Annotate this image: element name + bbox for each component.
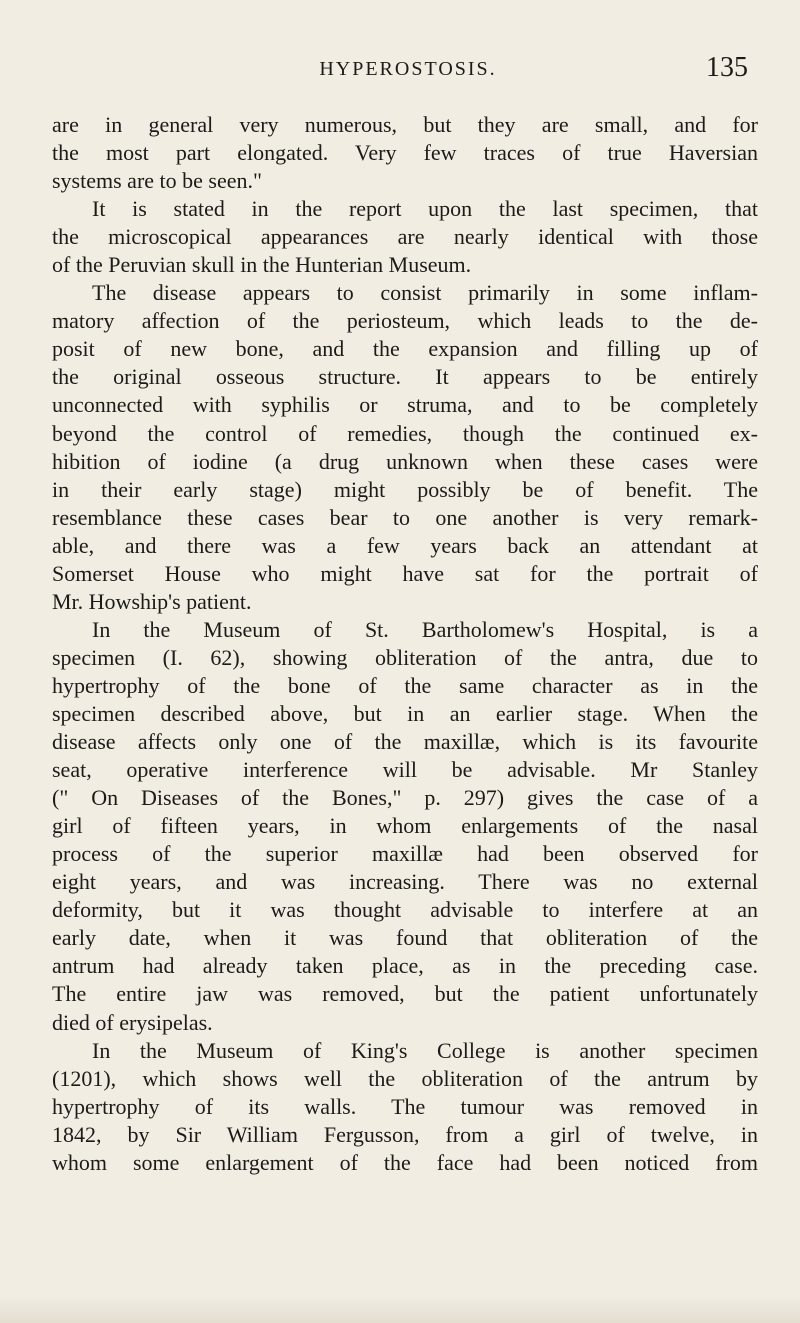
text-line: 1842, by Sir William Fergusson, from a girl of twelve, in [52, 1121, 758, 1147]
text-line: It is stated in the report upon the last specimen, that [92, 196, 758, 222]
text-line: matory affection of the periosteum, which leads to the de- [52, 308, 758, 334]
text-line: beyond the control of remedies, though the continued ex- [52, 420, 758, 446]
text-line: girl of fifteen years, in whom enlargements of the nasal [52, 813, 758, 839]
text-line: the microscopical appearances are nearly identical with those [52, 224, 758, 250]
text-line: (" On Diseases of the Bones," p. 297) gives the case of a [52, 785, 758, 811]
text-line: whom some enlargement of the face had been noticed from [52, 1149, 758, 1175]
text-line: of the Peruvian skull in the Hunterian Museum. [52, 252, 472, 278]
page-number: 135 [706, 52, 748, 83]
text-line: disease affects only one of the maxillæ, which is its favourite [52, 729, 758, 755]
text-line: the original osseous structure. It appears to be entirely [52, 364, 758, 390]
text-line: specimen described above, but in an earlier stage. When the [52, 700, 758, 726]
text-line: seat, operative interference will be advisable. Mr Stanley [52, 757, 758, 783]
text-line: antrum had already taken place, as in the preceding case. [52, 953, 758, 979]
running-head [0, 52, 800, 94]
body-text [52, 111, 758, 1177]
text-line: process of the superior maxillæ had been observed for [52, 841, 758, 867]
text-line: died of erysipelas. [52, 1009, 213, 1035]
text-line: in their early stage) might possibly be of benefit. The [52, 476, 758, 502]
text-line: The disease appears to consist primarily in some inflam- [92, 280, 758, 306]
text-line: In the Museum of King's College is another specimen [92, 1037, 758, 1063]
text-line: deformity, but it was thought advisable to interfere at an [52, 897, 758, 923]
text-line: the most part elongated. Very few traces of true Haversian [52, 140, 758, 166]
text-line: able, and there was a few years back an attendant at [52, 532, 758, 558]
text-line: In the Museum of St. Bartholomew's Hospital, is a [92, 616, 758, 642]
text-line: The entire jaw was removed, but the patient unfortunately [52, 981, 758, 1007]
text-line: posit of new bone, and the expansion and filling up of [52, 336, 758, 362]
text-line: are in general very numerous, but they are small, and for [52, 112, 758, 137]
text-line: eight years, and was increasing. There was no external [52, 869, 758, 895]
text-line: early date, when it was found that obliteration of the [52, 925, 758, 951]
text-line: Somerset House who might have sat for the portrait of [52, 560, 758, 586]
text-line: specimen (I. 62), showing obliteration of the antra, due to [52, 644, 758, 670]
text-line: unconnected with syphilis or struma, and to be completely [52, 392, 758, 418]
text-line: resemblance these cases bear to one another is very remark- [52, 504, 758, 530]
text-line: Mr. Howship's patient. [52, 588, 252, 614]
text-line: hibition of iodine (a drug unknown when these cases were [52, 448, 758, 474]
text-line: (1201), which shows well the obliteration of the antrum by [52, 1065, 758, 1091]
text-line: hypertrophy of its walls. The tumour was removed in [52, 1093, 758, 1119]
page-edge-shadow [0, 1295, 800, 1323]
text-line: systems are to be seen." [52, 168, 262, 194]
text-line: hypertrophy of the bone of the same character as in the [52, 672, 758, 698]
running-title: HYPEROSTOSIS. [319, 58, 497, 80]
